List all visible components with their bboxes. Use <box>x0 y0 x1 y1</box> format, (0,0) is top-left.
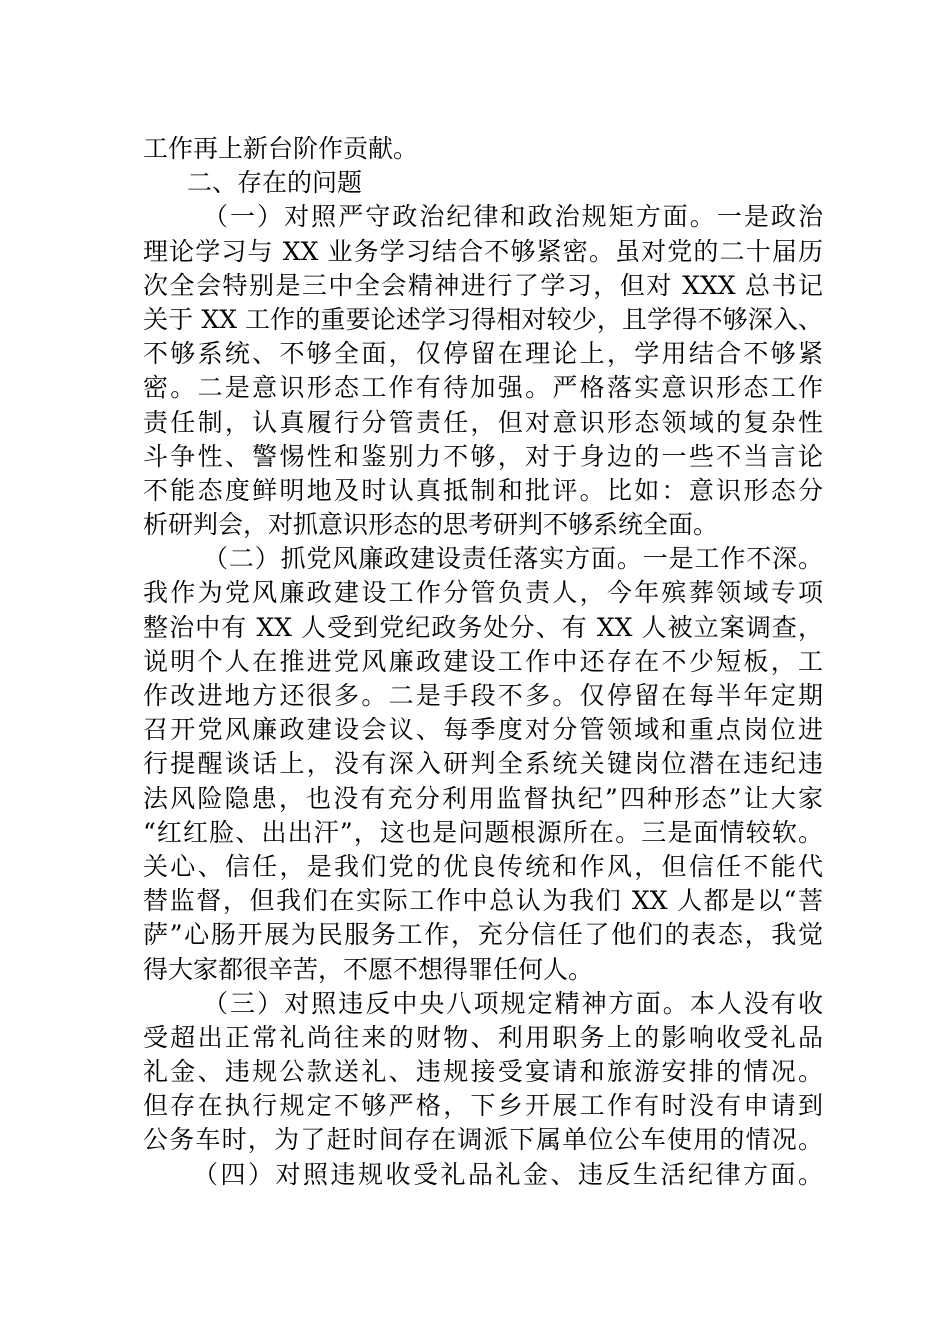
text-line: “红红脸、出出汗”，这也是问题根源所在。三是面情较软。 <box>143 817 823 847</box>
subsection-heading: （四）对照违规收受礼品礼金、违反生活纪律方面。 <box>193 1159 823 1189</box>
text-line: 行提醒谈话上，没有深入研判全系统关键岗位潜在违纪违 <box>143 749 823 779</box>
text-line: 斗争性、警惕性和鉴别力不够，对于身边的一些不当言论 <box>143 441 823 471</box>
text-line: 公务车时，为了赶时间存在调派下属单位公车使用的情况。 <box>143 1125 823 1155</box>
text-line: 不够系统、不够全面，仅停留在理论上，学用结合不够紧 <box>143 339 823 369</box>
text-line: 析研判会，对抓意识形态的思考研判不够系统全面。 <box>143 510 719 540</box>
text-line: 替监督，但我们在实际工作中总认为我们 XX 人都是以“菩 <box>143 886 823 916</box>
text-line: 作改进地方还很多。二是手段不多。仅停留在每半年定期 <box>143 681 823 710</box>
section-heading: 二、存在的问题 <box>187 168 363 198</box>
text-line: 说明个人在推进党风廉政建设工作中还存在不少短板，工 <box>143 646 823 676</box>
text-line: 密。二是意识形态工作有待加强。严格落实意识形态工作 <box>143 373 823 403</box>
text-line: 受超出正常礼尚往来的财物、利用职务上的影响收受礼品 <box>143 1022 823 1052</box>
text-line: 但存在执行规定不够严格，下乡开展工作有时没有申请到 <box>143 1091 823 1121</box>
text-line: 我作为党风廉政建设工作分管负责人，今年殡葬领域专项 <box>143 578 823 608</box>
text-line: 得大家都很辛苦，不愿不想得罪任何人。 <box>143 954 594 984</box>
text-line: 关心、信任，是我们党的优良传统和作风，但信任不能代 <box>143 851 823 881</box>
text-line: 关于 XX 工作的重要论述学习得相对较少，且学得不够深入、 <box>143 304 823 334</box>
document-body <box>143 132 823 1192</box>
text-line: 次全会特别是三中全会精神进行了学习，但对 XXX 总书记 <box>143 270 823 300</box>
text-line: 理论学习与 XX 业务学习结合不够紧密。虽对党的二十届历 <box>143 236 823 266</box>
text-line: 萨”心肠开展为民服务工作，充分信任了他们的表态，我觉 <box>143 920 823 950</box>
subsection-heading: （三）对照违反中央八项规定精神方面。本人没有收 <box>203 988 823 1018</box>
subsection-heading: （一）对照严守政治纪律和政治规矩方面。一是政治 <box>203 202 823 232</box>
text-line: 召开党风廉政建设会议、每季度对分管领域和重点岗位进 <box>143 715 823 745</box>
text-line: 工作再上新台阶作贡献。 <box>143 134 419 163</box>
text-line: 责任制，认真履行分管责任，但对意识形态领域的复杂性 <box>143 407 823 437</box>
text-line: 不能态度鲜明地及时认真抵制和批评。比如：意识形态分 <box>143 475 823 505</box>
text-line: 礼金、违规公款送礼、违规接受宴请和旅游安排的情况。 <box>143 1057 823 1087</box>
subsection-heading: （二）抓党风廉政建设责任落实方面。一是工作不深。 <box>203 544 823 574</box>
text-line: 整治中有 XX 人受到党纪政务处分、有 XX 人被立案调查， <box>143 612 823 642</box>
text-line: 法风险隐患，也没有充分利用监督执纪”四种形态”让大家 <box>143 783 823 813</box>
